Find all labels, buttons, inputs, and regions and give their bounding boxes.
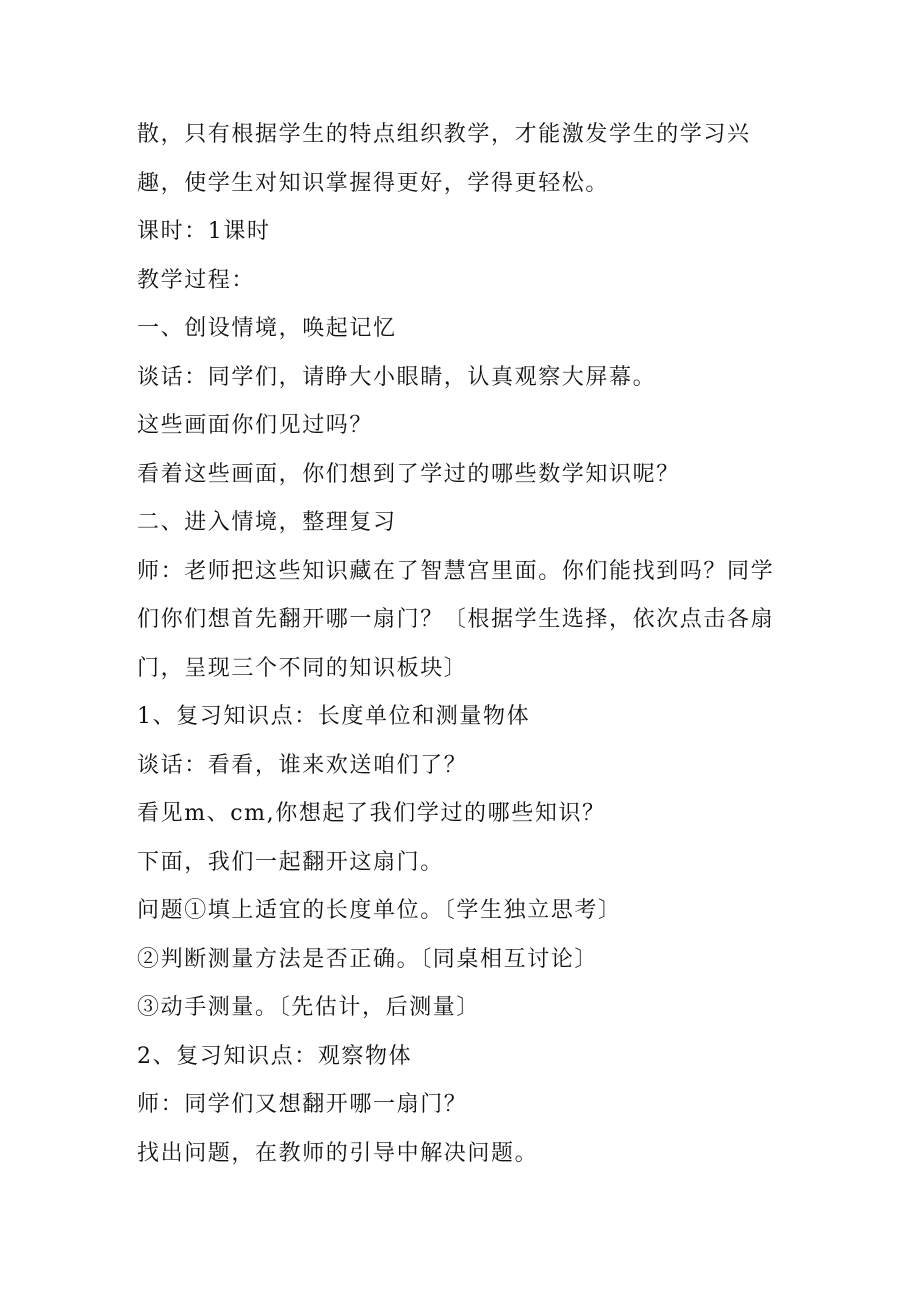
lesson-duration: 课时：1课时 [137, 219, 271, 244]
subsection-heading-1: 1、复习知识点：长度单位和测量物体 [137, 704, 531, 729]
section-heading-1: 一、创设情境，唤起记忆 [137, 316, 397, 341]
text-line: 趣，使学生对知识掌握得更好，学得更轻松。 [137, 170, 610, 196]
section-heading-2: 二、进入情境，整理复习 [137, 510, 397, 535]
question-item-2: ②判断测量方法是否正确。〔同桌相互讨论〕 [137, 946, 599, 972]
text-line: 下面，我们一起翻开这扇门。 [137, 849, 444, 875]
question-item-1: 问题①填上适宜的长度单位。〔学生独立思考〕 [137, 898, 622, 923]
text-line: 散，只有根据学生的特点组织教学，才能激发学生的学习兴 [137, 122, 751, 147]
text-line: 师：同学们又想翻开哪一扇门？ [137, 1092, 468, 1117]
text-line: 看见m、cm,你想起了我们学过的哪些知识？ [137, 801, 606, 826]
subsection-heading-2: 2、复习知识点：观察物体 [137, 1043, 413, 1069]
text-line: 门，呈现三个不同的知识板块〕 [137, 655, 468, 681]
text-line: 找出问题，在教师的引导中解决问题。 [137, 1140, 539, 1166]
text-line: 们你们想首先翻开哪一扇门？〔根据学生选择，依次点击各扇 [137, 607, 775, 632]
document-body [137, 111, 797, 1178]
text-line: 这些画面你们见过吗？ [137, 413, 374, 438]
text-line: 看着这些画面，你们想到了学过的哪些数学知识呢？ [137, 461, 680, 487]
section-heading-teaching-process: 教学过程： [137, 267, 256, 293]
question-item-3: ③动手测量。〔先估计，后测量〕 [137, 995, 481, 1020]
text-line: 师：老师把这些知识藏在了智慧宫里面。你们能找到吗？同学 [137, 558, 775, 584]
text-line: 谈话：同学们，请睁大小眼睛，认真观察大屏幕。 [137, 364, 657, 390]
text-line: 谈话：看看，谁来欢送咱们了？ [137, 752, 468, 778]
